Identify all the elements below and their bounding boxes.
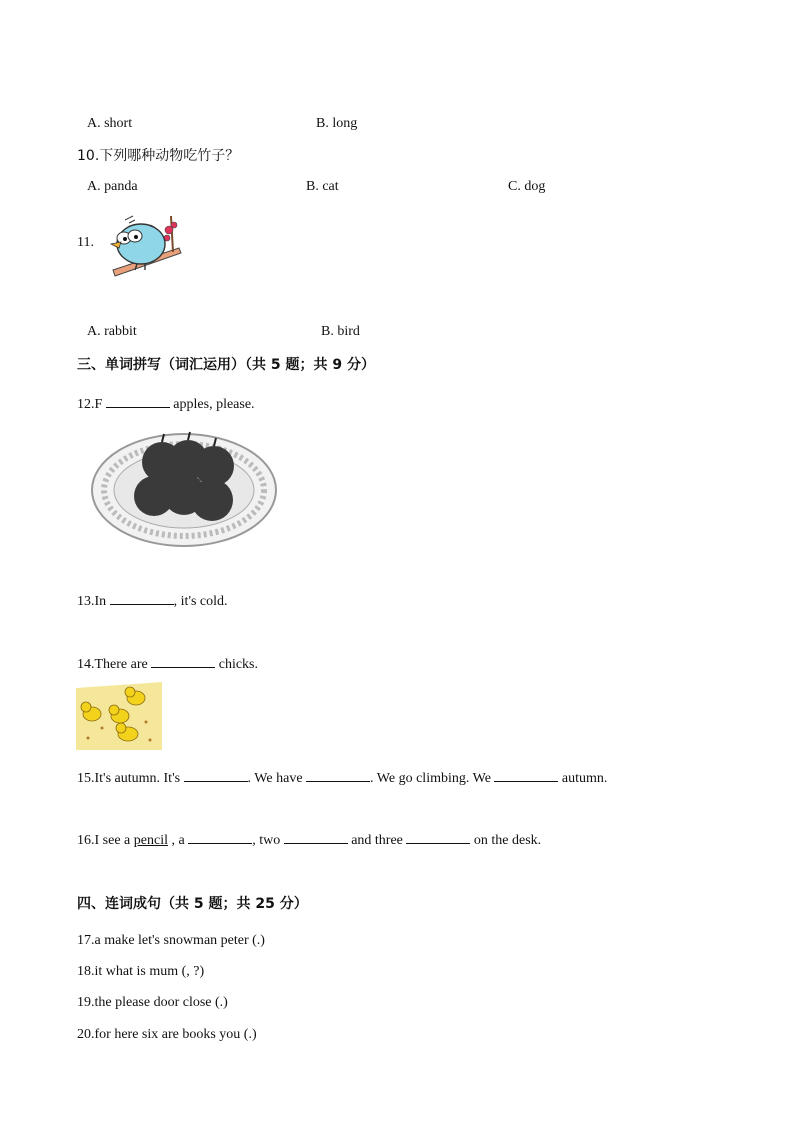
apples-plate-illustration [84, 420, 284, 560]
q15-answer-blank-1[interactable] [184, 769, 248, 782]
section-4-heading: 四、连词成句（共 5 题；共 25 分） [77, 896, 308, 912]
q18-text: 18.it what is mum (, ?) [77, 964, 205, 979]
q14-prefix: 14.There are [77, 657, 148, 672]
q9-option-a: A. short [87, 116, 133, 131]
q16-line [77, 831, 541, 849]
chicks-illustration [76, 682, 162, 750]
q14-line [77, 655, 258, 673]
q15-part-2: . We have [247, 771, 303, 786]
q13-line [77, 592, 228, 610]
q16-answer-blank-3[interactable] [406, 831, 470, 844]
q16-answer-blank-1[interactable] [188, 831, 252, 844]
q16-underlined-word: pencil [133, 833, 168, 848]
q15-part-1: 15.It's autumn. It's [77, 771, 181, 786]
q13-prefix: 13.In [77, 594, 107, 609]
q15-line [77, 769, 607, 787]
section-3-heading: 三、单词拼写（词汇运用）（共 5 题；共 9 分） [77, 357, 375, 373]
bird-illustration [103, 208, 183, 278]
q12-answer-blank[interactable] [106, 395, 170, 408]
q13-suffix: , it's cold. [173, 594, 228, 609]
q13-answer-blank[interactable] [110, 592, 174, 605]
q16-part-4: and three [351, 833, 403, 848]
q10-option-b: B. cat [306, 179, 339, 194]
q10-stem: 10.下列哪种动物吃竹子？ [77, 148, 240, 164]
q20-text: 20.for here six are books you (.) [77, 1027, 257, 1042]
q12-line [77, 395, 255, 413]
q15-answer-blank-3[interactable] [494, 769, 558, 782]
q10-option-a: A. panda [87, 179, 138, 194]
q11-option-a: A. rabbit [87, 324, 137, 339]
q16-part-2: , a [171, 833, 185, 848]
q11-number: 11. [77, 235, 94, 250]
q16-answer-blank-2[interactable] [284, 831, 348, 844]
q14-answer-blank[interactable] [151, 655, 215, 668]
q11-option-b: B. bird [321, 324, 360, 339]
q17-text: 17.a make let's snowman peter (.) [77, 933, 265, 948]
q14-suffix: chicks. [218, 657, 258, 672]
q10-option-c: C. dog [508, 179, 546, 194]
q15-part-3: . We go climbing. We [370, 771, 491, 786]
q16-part-5: on the desk. [473, 833, 542, 848]
q16-part-3: , two [252, 833, 281, 848]
q15-part-4: autumn. [561, 771, 608, 786]
q12-prefix: 12.F [77, 397, 103, 412]
q12-suffix: apples, please. [173, 397, 255, 412]
q15-answer-blank-2[interactable] [306, 769, 370, 782]
q16-part-1: 16.I see a [77, 833, 131, 848]
q9-option-b: B. long [316, 116, 358, 131]
q19-text: 19.the please door close (.) [77, 995, 228, 1010]
